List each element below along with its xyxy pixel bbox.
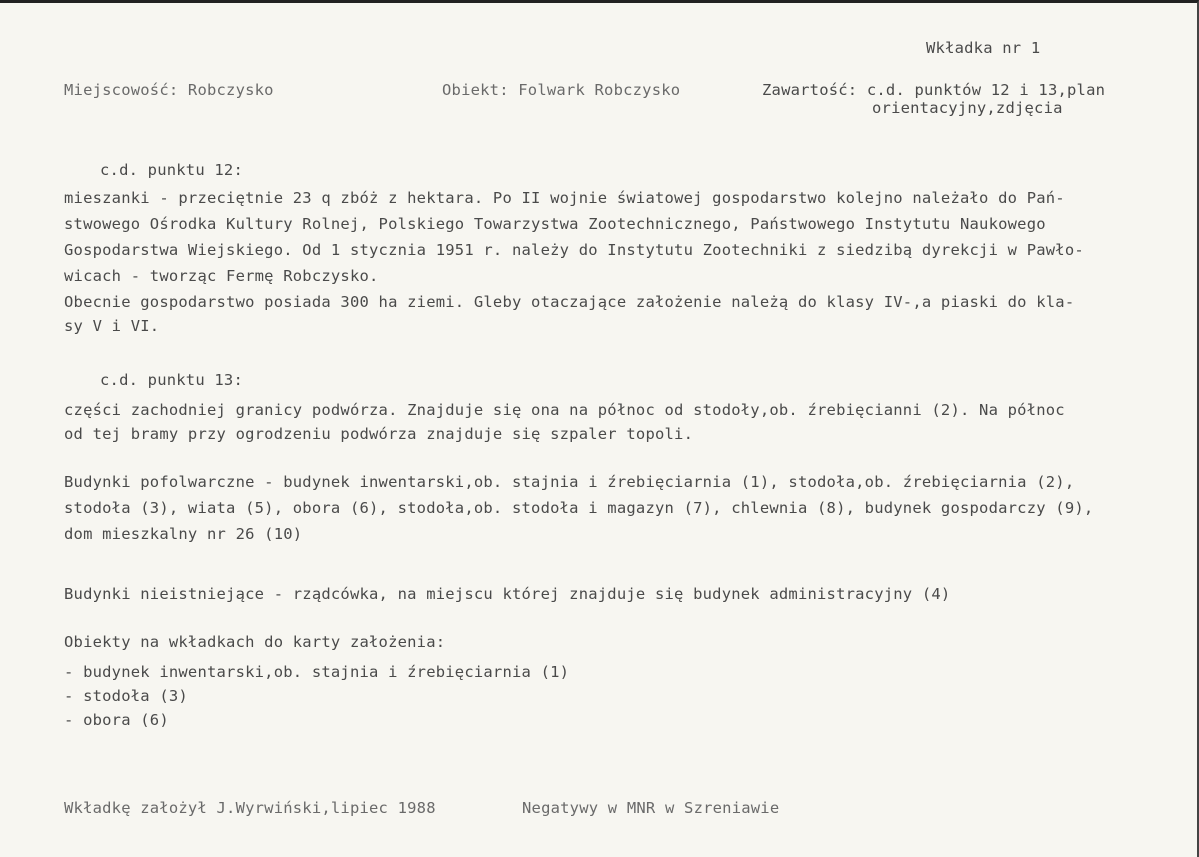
point-12-line: Gospodarstwa Wiejskiego. Od 1 stycznia 1951 r. należy do Instytutu Zootechniki z siedzibą dyrekcji w Pawło- [64, 241, 1084, 259]
point-13-line: od tej bramy przy ogrodzeniu podwórza znajduje się szpaler topoli. [64, 425, 694, 443]
author-note: Wkładkę założył J.Wyrwiński,lipiec 1988 [64, 799, 436, 817]
postfolwark-buildings-line: stodoła (3), wiata (5), obora (6), stodoła,ob. stodoła i magazyn (7), chlewnia (8), budynek gospodarczy (9), [64, 499, 1094, 517]
negatives-note: Negatywy w MNR w Szreniawie [522, 799, 780, 817]
postfolwark-buildings-line: dom mieszkalny nr 26 (10) [64, 525, 303, 543]
postfolwark-buildings-line: Budynki pofolwarczne - budynek inwentarski,ob. stajnia i źrebięciarnia (1), stodoła,ob. źrebięciarnia (2), [64, 473, 1075, 491]
point-12-line: mieszanki - przeciętnie 23 q zbóż z hektara. Po II wojnie światowej gospodarstwo kolejno należało do Pań- [64, 189, 1065, 207]
locality-field: Miejscowość: Robczysko [64, 81, 274, 99]
insert-objects-heading: Obiekty na wkładkach do karty założenia: [64, 633, 446, 651]
insert-objects-item: - budynek inwentarski,ob. stajnia i źrebięciarnia (1) [64, 663, 570, 681]
point-12-heading: c.d. punktu 12: [100, 161, 243, 179]
insert-objects-item: - stodoła (3) [64, 687, 188, 705]
nonexistent-buildings-line: Budynki nieistniejące - rządcówka, na miejscu której znajduje się budynek administracyjny (4) [64, 585, 951, 603]
contents-field-line-2: orientacyjny,zdjęcia [872, 99, 1063, 117]
insert-number: Wkładka nr 1 [926, 39, 1041, 57]
contents-field-line-1: Zawartość: c.d. punktów 12 i 13,plan [762, 81, 1106, 99]
point-12-line: wicach - tworząc Fermę Robczysko. [64, 267, 379, 285]
point-13-line: części zachodniej granicy podwórza. Znajduje się ona na północ od stodoły,ob. źrebięcianni (2). Na północ [64, 401, 1065, 419]
point-12-line: stwowego Ośrodka Kultury Rolnej, Polskiego Towarzystwa Zootechnicznego, Państwowego Instytutu Naukowego [64, 215, 1046, 233]
point-12-line: Obecnie gospodarstwo posiada 300 ha ziemi. Gleby otaczające założenie należą do klasy IV-,a piaski do kla- [64, 293, 1075, 311]
point-12-line: sy V i VI. [64, 317, 160, 335]
point-13-heading: c.d. punktu 13: [100, 371, 243, 389]
object-field: Obiekt: Folwark Robczysko [442, 81, 681, 99]
insert-objects-item: - obora (6) [64, 711, 169, 729]
